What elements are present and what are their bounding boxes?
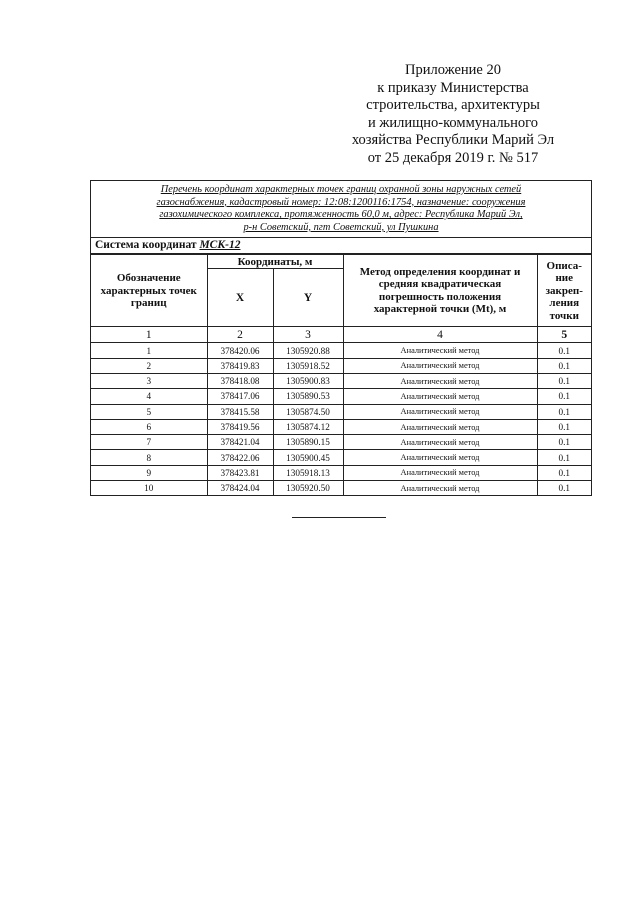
coordinate-system-row bbox=[91, 238, 591, 254]
coord-x-cell: 378420.06 bbox=[207, 343, 273, 358]
coord-x-cell: 378419.83 bbox=[207, 358, 273, 373]
coordinate-system-label: Система координат bbox=[95, 239, 200, 252]
coord-y-cell: 1305900.45 bbox=[273, 450, 343, 465]
header-x: X bbox=[207, 269, 273, 327]
point-number-cell: 2 bbox=[91, 358, 207, 373]
table-row bbox=[91, 435, 591, 450]
method-cell: Аналитический метод bbox=[343, 358, 537, 373]
coord-y-cell: 1305918.13 bbox=[273, 465, 343, 480]
header-line: к приказу Министерства bbox=[377, 79, 529, 96]
precision-cell: 0.1 bbox=[537, 435, 591, 450]
point-number-cell: 1 bbox=[91, 343, 207, 358]
coord-y-cell: 1305890.53 bbox=[273, 389, 343, 404]
table-row bbox=[91, 343, 591, 358]
header-designation: Обозначение характерных точек границ bbox=[91, 255, 207, 327]
method-cell: Аналитический метод bbox=[343, 343, 537, 358]
point-number-cell: 6 bbox=[91, 419, 207, 434]
coordinates-table bbox=[91, 254, 591, 496]
header-description: Описа-ние закреп-ления точки bbox=[537, 255, 591, 327]
header-method: Метод определения координат и средняя квадратическая погрешность положения характерной точки (Mt), м bbox=[343, 255, 537, 327]
point-number-cell: 7 bbox=[91, 435, 207, 450]
coordinates-document-frame bbox=[90, 180, 592, 496]
coord-x-cell: 378419.56 bbox=[207, 419, 273, 434]
document-title bbox=[91, 181, 591, 238]
header-line: и жилищно-коммунального bbox=[367, 114, 539, 131]
precision-cell: 0.1 bbox=[537, 419, 591, 434]
title-line: р-н Советский, пгт Советский, ул Пушкина bbox=[243, 221, 439, 233]
coord-x-cell: 378424.04 bbox=[207, 481, 273, 496]
coordinate-system-value: МСК-12 bbox=[199, 239, 241, 252]
title-line: Перечень координат характерных точек границ охранной зоны наружных сетей bbox=[160, 184, 522, 195]
table-row bbox=[91, 389, 591, 404]
point-number-cell: 10 bbox=[91, 481, 207, 496]
method-cell: Аналитический метод bbox=[343, 435, 537, 450]
coord-x-cell: 378418.08 bbox=[207, 373, 273, 388]
column-number: 1 bbox=[91, 327, 207, 343]
coord-y-cell: 1305874.50 bbox=[273, 404, 343, 419]
column-number: 3 bbox=[273, 327, 343, 343]
point-number-cell: 3 bbox=[91, 373, 207, 388]
title-line: газоснабжения, кадастровый номер: 12:08:1200116:1754, назначение: сооружения bbox=[156, 196, 526, 208]
column-number-row bbox=[91, 327, 591, 343]
point-number-cell: 4 bbox=[91, 389, 207, 404]
method-cell: Аналитический метод bbox=[343, 404, 537, 419]
precision-cell: 0.1 bbox=[537, 358, 591, 373]
table-row bbox=[91, 404, 591, 419]
point-number-cell: 8 bbox=[91, 450, 207, 465]
precision-cell: 0.1 bbox=[537, 373, 591, 388]
point-number-cell: 9 bbox=[91, 465, 207, 480]
precision-cell: 0.1 bbox=[537, 481, 591, 496]
coord-y-cell: 1305900.83 bbox=[273, 373, 343, 388]
table-row bbox=[91, 450, 591, 465]
coord-x-cell: 378415.58 bbox=[207, 404, 273, 419]
column-number: 4 bbox=[343, 327, 537, 343]
header-line: Приложение 20 bbox=[405, 62, 501, 78]
precision-cell: 0.1 bbox=[537, 450, 591, 465]
table-row bbox=[91, 481, 591, 496]
coord-y-cell: 1305874.12 bbox=[273, 419, 343, 434]
table-row bbox=[91, 419, 591, 434]
method-cell: Аналитический метод bbox=[343, 481, 537, 496]
coord-y-cell: 1305890.15 bbox=[273, 435, 343, 450]
coord-y-cell: 1305920.88 bbox=[273, 343, 343, 358]
coord-x-cell: 378423.81 bbox=[207, 465, 273, 480]
method-cell: Аналитический метод bbox=[343, 419, 537, 434]
method-cell: Аналитический метод bbox=[343, 389, 537, 404]
precision-cell: 0.1 bbox=[537, 343, 591, 358]
coord-x-cell: 378417.06 bbox=[207, 389, 273, 404]
column-number: 2 bbox=[207, 327, 273, 343]
header-line: хозяйства Республики Марий Эл bbox=[351, 132, 555, 148]
header-line: строительства, архитектуры bbox=[366, 97, 540, 113]
coord-y-cell: 1305920.50 bbox=[273, 481, 343, 496]
precision-cell: 0.1 bbox=[537, 389, 591, 404]
method-cell: Аналитический метод bbox=[343, 373, 537, 388]
precision-cell: 0.1 bbox=[537, 465, 591, 480]
point-number-cell: 5 bbox=[91, 404, 207, 419]
precision-cell: 0.1 bbox=[537, 404, 591, 419]
coord-y-cell: 1305918.52 bbox=[273, 358, 343, 373]
table-row bbox=[91, 373, 591, 388]
end-rule bbox=[292, 517, 386, 518]
title-line: газохимического комплекса, протяженность 60,0 м, адрес: Республика Марий Эл, bbox=[159, 209, 523, 221]
method-cell: Аналитический метод bbox=[343, 465, 537, 480]
coord-x-cell: 378422.06 bbox=[207, 450, 273, 465]
table-row bbox=[91, 465, 591, 480]
column-number: 5 bbox=[537, 327, 591, 343]
method-cell: Аналитический метод bbox=[343, 450, 537, 465]
header-y: Y bbox=[273, 269, 343, 327]
appendix-header bbox=[333, 62, 573, 167]
header-coordinates: Координаты, м bbox=[207, 255, 343, 269]
header-line: от 25 декабря 2019 г. № 517 bbox=[367, 149, 539, 166]
table-row bbox=[91, 358, 591, 373]
coord-x-cell: 378421.04 bbox=[207, 435, 273, 450]
